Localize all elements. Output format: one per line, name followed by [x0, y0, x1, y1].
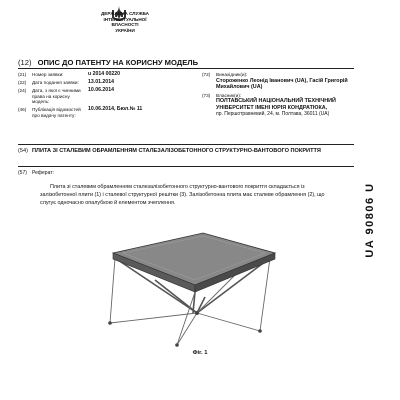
parties-data: [202, 72, 357, 119]
figure-caption: Фіг. 1: [192, 350, 208, 356]
inid-code: (22): [18, 80, 27, 86]
invention-title: [18, 148, 350, 155]
patent-number-text: UA 90806 U: [364, 182, 376, 258]
cable-anchors: [108, 311, 262, 347]
inid-code: (21): [18, 72, 27, 77]
abstract-label: Реферат:: [32, 170, 54, 176]
inid-code: (12): [18, 58, 32, 67]
inid-code: (54): [18, 148, 28, 154]
bibliographic-data: [18, 72, 193, 121]
biblio-row: [18, 88, 193, 105]
owners-address: пр. Першотравневий, 24, м. Полтава, 36011 (UA): [216, 111, 330, 118]
biblio-label: Публікація відомостей про видачу патенту:: [32, 107, 81, 119]
biblio-row: [18, 80, 193, 86]
patent-number-side: [357, 175, 383, 265]
divider: [18, 166, 354, 167]
inid-code: (24): [18, 88, 27, 94]
biblio-row: [18, 107, 193, 118]
inid-code: (57): [18, 170, 27, 176]
owners-label: Власник(и):: [216, 92, 242, 98]
document-type-text: ОПИС ДО ПАТЕНТУ НА КОРИСНУ МОДЕЛЬ: [37, 58, 199, 67]
inid-code: (46): [18, 107, 27, 113]
document-type-title: [18, 58, 198, 67]
inventors-value: Стороженко Леонід Іванович (UA), Гасій Григорій Михайлович (UA): [216, 77, 348, 91]
inid-code: (73): [202, 92, 211, 98]
biblio-label: Дата подання заявки:: [32, 80, 79, 86]
patent-office-name: [70, 11, 180, 33]
invention-title-text: ПЛИТА ЗІ СТАЛЕВИМ ОБРАМЛЕННЯМ СТАЛЕЗАЛІЗОБЕТОННОГО СТРУКТУРНО-ВАНТОВОГО ПОКРИТТЯ: [32, 148, 321, 154]
biblio-value: 10.06.2014, Бюл.№ 11: [88, 106, 143, 113]
abstract-heading: [18, 170, 54, 176]
inventors-block: [202, 72, 357, 91]
abstract-text: Плита зі сталевим обрамленням сталезалізобетонного структурно-вантового покриття складається із залізобетонної плити (1) і сталевої структурної решітки (3). Залізобетонна плита має сталеве обрамлення (2), що слугує одночасно опалубкою й елементом зчеплення.: [40, 184, 325, 206]
concrete-plate: [113, 233, 275, 292]
biblio-value: 13.01.2014: [88, 79, 114, 86]
owners-block: [202, 93, 357, 118]
office-line: ІНТЕЛЕКТУАЛЬНОЇ: [103, 16, 147, 22]
inventors-label: Винахідник(и):: [216, 72, 248, 77]
divider: [18, 144, 354, 145]
office-line: ДЕРЖАВНА СЛУЖБА: [101, 11, 149, 16]
biblio-label: Дата, з якої є чинними права на корисну модель:: [32, 88, 81, 105]
structural-plate-drawing-icon: [55, 215, 325, 355]
office-line: УКРАЇНИ: [115, 27, 135, 33]
biblio-value: 10.06.2014: [88, 87, 114, 94]
biblio-label: Номер заявки:: [32, 72, 64, 77]
divider: [18, 68, 354, 69]
office-line: ВЛАСНОСТІ: [111, 22, 139, 28]
inid-code: (72): [202, 72, 211, 77]
owners-value: ПОЛТАВСЬКИЙ НАЦІОНАЛЬНИЙ ТЕХНІЧНИЙ УНІВЕРСИТЕТ ІМЕНІ ЮРІЯ КОНДРАТЮКА,: [216, 98, 336, 111]
biblio-row: [18, 72, 193, 78]
biblio-value: u 2014 00220: [88, 71, 121, 77]
